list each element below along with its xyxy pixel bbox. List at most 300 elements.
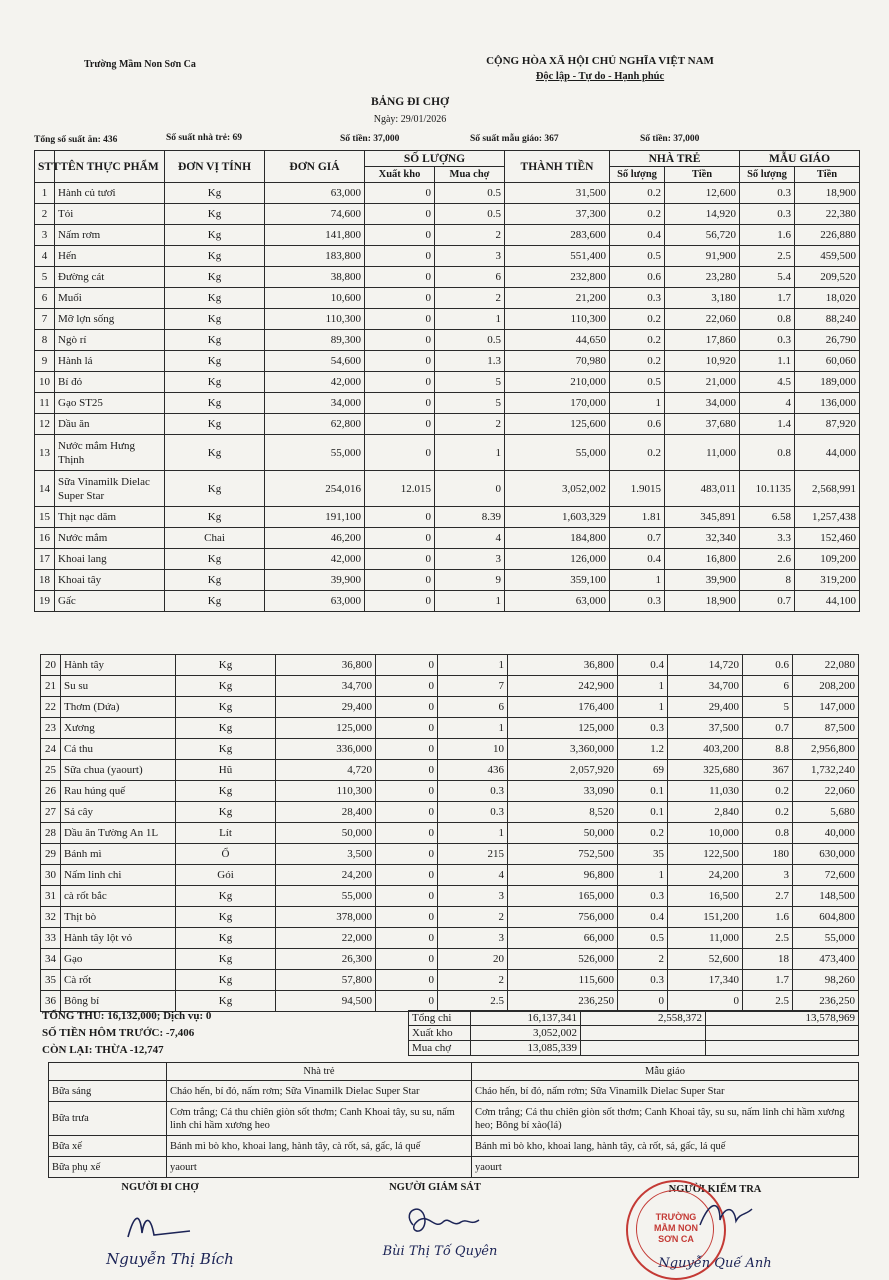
cell-nt-money: 11,030	[668, 781, 743, 802]
cell-name: Thịt nạc dăm	[55, 507, 165, 528]
cell-name: Thịt bò	[61, 907, 176, 928]
cell-name: Hành tây lột vỏ	[61, 928, 176, 949]
cell-nt-money: 11,000	[668, 928, 743, 949]
table-row	[35, 471, 860, 507]
cell-unit: Kg	[165, 309, 265, 330]
cell-nt-qty: 1.9015	[610, 471, 665, 507]
table-row	[35, 435, 860, 471]
cell-nt-money: 52,600	[668, 949, 743, 970]
cell-buy: 6	[438, 697, 508, 718]
nt-money: Số tiền: 37,000	[340, 134, 400, 144]
meal-mg: yaourt	[472, 1157, 859, 1178]
cell-buy: 3	[435, 246, 505, 267]
cell-mg-qty: 367	[743, 760, 793, 781]
cell-mg-money: 189,000	[795, 372, 860, 393]
cell-stock: 0	[376, 739, 438, 760]
cell-name: Khoai tây	[55, 570, 165, 591]
cell-nt-qty: 0.4	[618, 907, 668, 928]
cell-unit: Kg	[165, 267, 265, 288]
cell-buy: 2	[435, 288, 505, 309]
meal-mg: Cơm trắng; Cá thu chiên giòn sốt thơm; Canh Khoai tây, su su, nấm linh chi hầm xương heo; Bông bí xào(lá)	[472, 1102, 859, 1136]
cell-mg-qty: 0.7	[743, 718, 793, 739]
cell-stt: 3	[35, 225, 55, 246]
cell-mg-qty: 18	[743, 949, 793, 970]
cell-mg-qty: 0.8	[740, 435, 795, 471]
cell-stock: 0	[376, 823, 438, 844]
cell-name: Dầu ăn Tường An 1L	[61, 823, 176, 844]
table-row	[35, 570, 860, 591]
cell-stt: 28	[41, 823, 61, 844]
cell-nt-qty: 1	[610, 570, 665, 591]
cell-mg-money: 319,200	[795, 570, 860, 591]
mua-cho-label: Mua chợ	[409, 1041, 471, 1056]
cell-stt: 23	[41, 718, 61, 739]
cell-buy: 436	[438, 760, 508, 781]
cell-unit: Kg	[165, 393, 265, 414]
cell-unit: Kg	[176, 676, 276, 697]
cell-price: 36,800	[276, 655, 376, 676]
cell-price: 4,720	[276, 760, 376, 781]
cell-mg-money: 18,900	[795, 183, 860, 204]
cell-mg-money: 98,260	[793, 970, 859, 991]
checker-title: NGƯỜI KIỂM TRA	[668, 1184, 762, 1195]
cell-stock: 0	[365, 507, 435, 528]
cell-name: Dầu ăn	[55, 414, 165, 435]
cell-nt-money: 56,720	[665, 225, 740, 246]
cell-buy: 5	[435, 372, 505, 393]
cell-buy: 1	[438, 718, 508, 739]
col-unit: ĐƠN VỊ TÍNH	[165, 151, 265, 183]
cell-buy: 0.3	[438, 802, 508, 823]
col-buy: Mua chợ	[435, 167, 505, 183]
cell-stock: 0	[365, 267, 435, 288]
cell-nt-qty: 0.3	[618, 970, 668, 991]
cell-nt-qty: 0.6	[610, 414, 665, 435]
cell-nt-qty: 0.2	[610, 351, 665, 372]
cell-nt-qty: 0.2	[610, 309, 665, 330]
cell-buy: 0.5	[435, 183, 505, 204]
doc-title: BẢNG ĐI CHỢ	[371, 96, 449, 108]
buyer-name: Nguyễn Thị Bích	[106, 1250, 234, 1268]
cell-nt-qty: 0.4	[610, 549, 665, 570]
cell-buy: 0.5	[435, 330, 505, 351]
cell-unit: Kg	[176, 781, 276, 802]
cell-stt: 12	[35, 414, 55, 435]
cell-mg-qty: 4	[740, 393, 795, 414]
cell-nt-qty: 0.4	[618, 655, 668, 676]
tong-thu: TỔNG THU: 16,132,000; Dịch vụ: 0	[42, 1010, 212, 1022]
cell-total: 170,000	[505, 393, 610, 414]
cell-nt-qty: 0.5	[610, 372, 665, 393]
cell-mg-money: 459,500	[795, 246, 860, 267]
meal-mg: Cháo hến, bí đỏ, nấm rơm; Sữa Vinamilk Dielac Super Star	[472, 1081, 859, 1102]
cell-mg-qty: 0.8	[743, 823, 793, 844]
cell-stock: 0	[365, 549, 435, 570]
cell-name: Rau húng quế	[61, 781, 176, 802]
cell-stock: 0	[376, 886, 438, 907]
meal-mg-header: Mẫu giáo	[472, 1063, 859, 1081]
cell-price: 55,000	[265, 435, 365, 471]
cell-total: 210,000	[505, 372, 610, 393]
cell-mg-money: 630,000	[793, 844, 859, 865]
cell-total: 36,800	[508, 655, 618, 676]
cell-name: Hành củ tươi	[55, 183, 165, 204]
cell-nt-money: 16,800	[665, 549, 740, 570]
cell-buy: 3	[438, 928, 508, 949]
cell-unit: Chai	[165, 528, 265, 549]
table-row	[41, 865, 859, 886]
cell-stt: 5	[35, 267, 55, 288]
cell-stt: 15	[35, 507, 55, 528]
cell-stt: 8	[35, 330, 55, 351]
cell-stock: 0	[365, 528, 435, 549]
cell-total: 752,500	[508, 844, 618, 865]
cell-nt-qty: 0.4	[610, 225, 665, 246]
cell-price: 57,800	[276, 970, 376, 991]
cell-nt-money: 16,500	[668, 886, 743, 907]
cell-unit: Kg	[176, 928, 276, 949]
cell-total: 526,000	[508, 949, 618, 970]
cell-unit: Kg	[176, 886, 276, 907]
cell-nt-money: 17,340	[668, 970, 743, 991]
table-row	[35, 549, 860, 570]
cell-price: 191,100	[265, 507, 365, 528]
cell-nt-money: 14,720	[668, 655, 743, 676]
cell-mg-money: 87,500	[793, 718, 859, 739]
cell-stock: 0	[376, 844, 438, 865]
cell-name: Nấm rơm	[55, 225, 165, 246]
table-row	[41, 970, 859, 991]
cell-total: 551,400	[505, 246, 610, 267]
cell-nt-qty: 2	[618, 949, 668, 970]
table-row	[35, 393, 860, 414]
cell-price: 55,000	[276, 886, 376, 907]
cell-stock: 0	[376, 907, 438, 928]
cell-nt-money: 18,900	[665, 591, 740, 612]
cell-nt-qty: 69	[618, 760, 668, 781]
cell-unit: Kg	[165, 225, 265, 246]
cell-unit: Kg	[165, 414, 265, 435]
cell-nt-money: 91,900	[665, 246, 740, 267]
meal-mg: Bánh mì bò kho, khoai lang, hành tây, cà rốt, sả, gấc, lá quế	[472, 1136, 859, 1157]
cell-price: 336,000	[276, 739, 376, 760]
cell-nt-qty: 1.81	[610, 507, 665, 528]
cell-stock: 0	[376, 697, 438, 718]
nt-total: 2,558,372	[581, 1011, 706, 1026]
cell-mg-money: 473,400	[793, 949, 859, 970]
cell-mg-money: 2,568,991	[795, 471, 860, 507]
cell-stock: 0	[376, 802, 438, 823]
cell-buy: 2	[435, 414, 505, 435]
cell-nt-money: 122,500	[668, 844, 743, 865]
supervisor-signature	[395, 1200, 485, 1245]
cell-buy: 4	[438, 865, 508, 886]
supervisor-title: NGƯỜI GIÁM SÁT	[389, 1182, 481, 1193]
cell-mg-qty: 1.6	[740, 225, 795, 246]
cell-mg-qty: 5.4	[740, 267, 795, 288]
cell-mg-qty: 0.8	[740, 309, 795, 330]
cell-nt-qty: 0.1	[618, 781, 668, 802]
cell-stt: 18	[35, 570, 55, 591]
mg-total: 13,578,969	[706, 1011, 859, 1026]
cell-stt: 6	[35, 288, 55, 309]
food-table-1	[34, 150, 860, 612]
table-row	[35, 591, 860, 612]
cell-name: Xương	[61, 718, 176, 739]
cell-nt-money: 24,200	[668, 865, 743, 886]
cell-name: Mỡ lợn sống	[55, 309, 165, 330]
cell-stt: 35	[41, 970, 61, 991]
table-row	[41, 718, 859, 739]
cell-mg-money: 44,100	[795, 591, 860, 612]
cell-nt-money: 14,920	[665, 204, 740, 225]
cell-stt: 4	[35, 246, 55, 267]
cell-stt: 33	[41, 928, 61, 949]
cell-nt-money: 483,011	[665, 471, 740, 507]
table-row	[41, 655, 859, 676]
cell-mg-money: 136,000	[795, 393, 860, 414]
cell-mg-money: 147,000	[793, 697, 859, 718]
cell-stock: 0	[376, 865, 438, 886]
cell-nt-money: 17,860	[665, 330, 740, 351]
cell-nt-money: 12,600	[665, 183, 740, 204]
cell-stt: 24	[41, 739, 61, 760]
cell-name: Nước mắm Hưng Thịnh	[55, 435, 165, 471]
cell-mg-qty: 2.5	[743, 928, 793, 949]
cell-buy: 215	[438, 844, 508, 865]
cell-total: 236,250	[508, 991, 618, 1012]
cell-unit: Kg	[165, 204, 265, 225]
cell-mg-money: 236,250	[793, 991, 859, 1012]
cell-buy: 2	[438, 907, 508, 928]
cell-total: 359,100	[505, 570, 610, 591]
cell-stt: 27	[41, 802, 61, 823]
cell-unit: Kg	[165, 471, 265, 507]
cell-unit: Kg	[176, 697, 276, 718]
cell-unit: Kg	[165, 435, 265, 471]
cell-mg-money: 148,500	[793, 886, 859, 907]
meal-label: Bữa xế	[49, 1136, 167, 1157]
cell-price: 62,800	[265, 414, 365, 435]
cell-price: 125,000	[276, 718, 376, 739]
meal-label: Bữa sáng	[49, 1081, 167, 1102]
cell-stt: 14	[35, 471, 55, 507]
cell-mg-qty: 1.7	[743, 970, 793, 991]
xuat-kho-value: 3,052,002	[471, 1026, 581, 1041]
cell-nt-money: 23,280	[665, 267, 740, 288]
cell-mg-money: 2,956,800	[793, 739, 859, 760]
meal-nt-header: Nhà trẻ	[167, 1063, 472, 1081]
cell-name: Thơm (Dứa)	[61, 697, 176, 718]
meal-nt: Cơm trắng; Cá thu chiên giòn sốt thơm; Canh Khoai tây, su su, nấm linh chi hầm xương heo	[167, 1102, 472, 1136]
cell-unit: Gói	[176, 865, 276, 886]
cell-name: Bánh mì	[61, 844, 176, 865]
cell-unit: Kg	[165, 351, 265, 372]
cell-unit: Kg	[176, 655, 276, 676]
cell-mg-money: 208,200	[793, 676, 859, 697]
cell-name: Nấm linh chi	[61, 865, 176, 886]
cell-buy: 6	[435, 267, 505, 288]
cell-name: Hến	[55, 246, 165, 267]
table-row	[41, 928, 859, 949]
so-tien-hom-truoc: SỐ TIỀN HÔM TRƯỚC: -7,406	[42, 1027, 195, 1039]
cell-unit: Kg	[165, 330, 265, 351]
cell-name: Nước mắm	[55, 528, 165, 549]
tong-chi-value: 16,137,341	[471, 1011, 581, 1026]
cell-stock: 0	[365, 414, 435, 435]
cell-mg-qty: 6	[743, 676, 793, 697]
table-row	[41, 781, 859, 802]
buyer-title: NGƯỜI ĐI CHỢ	[121, 1182, 199, 1193]
cell-total: 165,000	[508, 886, 618, 907]
cell-nt-money: 21,000	[665, 372, 740, 393]
cell-buy: 7	[438, 676, 508, 697]
nation-title: CỘNG HÒA XÃ HỘI CHỦ NGHĨA VIỆT NAM	[486, 55, 714, 67]
checker-signature	[690, 1195, 760, 1235]
cell-mg-money: 152,460	[795, 528, 860, 549]
cell-mg-qty: 0.3	[740, 330, 795, 351]
cell-buy: 1	[435, 309, 505, 330]
cell-total: 8,520	[508, 802, 618, 823]
cell-unit: Kg	[165, 372, 265, 393]
cell-price: 34,000	[265, 393, 365, 414]
con-lai: CÒN LẠI: THỪA -12,747	[42, 1044, 164, 1056]
cell-mg-qty: 8	[740, 570, 795, 591]
cell-mg-qty: 0.3	[740, 183, 795, 204]
cell-price: 42,000	[265, 549, 365, 570]
school-name: Trường Mầm Non Sơn Ca	[84, 59, 196, 70]
cell-stock: 0	[365, 204, 435, 225]
cell-stock: 0	[376, 760, 438, 781]
cell-buy: 2	[438, 970, 508, 991]
cell-unit: Ổ	[176, 844, 276, 865]
cell-stock: 0	[365, 393, 435, 414]
cell-nt-qty: 0.1	[618, 802, 668, 823]
cell-nt-money: 345,891	[665, 507, 740, 528]
cell-nt-qty: 0.2	[618, 823, 668, 844]
meal-nt: yaourt	[167, 1157, 472, 1178]
cell-mg-money: 60,060	[795, 351, 860, 372]
cell-nt-qty: 0.3	[618, 718, 668, 739]
cell-total: 31,500	[505, 183, 610, 204]
cell-stock: 0	[376, 676, 438, 697]
cell-total: 3,052,002	[505, 471, 610, 507]
cell-mg-qty: 0.6	[743, 655, 793, 676]
cell-nt-money: 403,200	[668, 739, 743, 760]
cell-name: Bí đỏ	[55, 372, 165, 393]
table-row	[35, 330, 860, 351]
cell-stock: 0	[365, 435, 435, 471]
cell-total: 1,603,329	[505, 507, 610, 528]
table-row	[35, 351, 860, 372]
cell-name: Hành lá	[55, 351, 165, 372]
cell-total: 184,800	[505, 528, 610, 549]
cell-unit: Kg	[176, 949, 276, 970]
meal-nt: Cháo hến, bí đỏ, nấm rơm; Sữa Vinamilk Dielac Super Star	[167, 1081, 472, 1102]
cell-price: 183,800	[265, 246, 365, 267]
cell-price: 22,000	[276, 928, 376, 949]
table-row	[41, 760, 859, 781]
table-row	[35, 225, 860, 246]
table-row	[41, 949, 859, 970]
cell-unit: Lít	[176, 823, 276, 844]
cell-stock: 0	[376, 991, 438, 1012]
cell-unit: Kg	[176, 970, 276, 991]
cell-unit: Kg	[176, 718, 276, 739]
cell-mg-money: 88,240	[795, 309, 860, 330]
cell-name: Gạo ST25	[55, 393, 165, 414]
cell-price: 24,200	[276, 865, 376, 886]
cell-mg-money: 44,000	[795, 435, 860, 471]
cell-mg-qty: 5	[743, 697, 793, 718]
cell-price: 110,300	[265, 309, 365, 330]
cell-mg-money: 18,020	[795, 288, 860, 309]
cell-stt: 22	[41, 697, 61, 718]
cell-name: Muối	[55, 288, 165, 309]
cell-nt-qty: 0.5	[618, 928, 668, 949]
cell-mg-money: 55,000	[793, 928, 859, 949]
cell-price: 3,500	[276, 844, 376, 865]
cell-buy: 9	[435, 570, 505, 591]
cell-stt: 32	[41, 907, 61, 928]
totals-table	[408, 1010, 859, 1056]
cell-mg-money: 26,790	[795, 330, 860, 351]
cell-buy: 2.5	[438, 991, 508, 1012]
cell-stt: 20	[41, 655, 61, 676]
col-nt: NHÀ TRẺ	[610, 151, 740, 167]
cell-total: 33,090	[508, 781, 618, 802]
cell-stock: 0	[376, 781, 438, 802]
cell-mg-qty: 6.58	[740, 507, 795, 528]
table-row	[41, 907, 859, 928]
table-row	[41, 676, 859, 697]
col-stt: STT	[35, 151, 55, 183]
cell-buy: 3	[435, 549, 505, 570]
cell-name: Cà rốt	[61, 970, 176, 991]
cell-mg-qty: 180	[743, 844, 793, 865]
cell-total: 756,000	[508, 907, 618, 928]
tong-chi-label: Tổng chi	[409, 1011, 471, 1026]
cell-nt-qty: 0.3	[610, 591, 665, 612]
cell-total: 232,800	[505, 267, 610, 288]
table-row	[35, 309, 860, 330]
cell-nt-qty: 35	[618, 844, 668, 865]
cell-unit: Kg	[176, 739, 276, 760]
cell-mg-money: 40,000	[793, 823, 859, 844]
cell-stt: 19	[35, 591, 55, 612]
cell-unit: Kg	[165, 288, 265, 309]
cell-total: 21,200	[505, 288, 610, 309]
cell-price: 74,600	[265, 204, 365, 225]
cell-name: Gạo	[61, 949, 176, 970]
cell-buy: 1.3	[435, 351, 505, 372]
cell-total: 44,650	[505, 330, 610, 351]
doc-date: Ngày: 29/01/2026	[373, 114, 447, 125]
cell-stock: 0	[365, 591, 435, 612]
cell-price: 39,900	[265, 570, 365, 591]
cell-buy: 5	[435, 393, 505, 414]
table-row	[41, 844, 859, 865]
cell-stt: 29	[41, 844, 61, 865]
cell-nt-qty: 0.3	[610, 288, 665, 309]
cell-name: Ngò rí	[55, 330, 165, 351]
col-nt-qty: Số lượng	[610, 167, 665, 183]
cell-stt: 17	[35, 549, 55, 570]
cell-nt-qty: 0.6	[610, 267, 665, 288]
cell-mg-qty: 1.7	[740, 288, 795, 309]
cell-price: 38,800	[265, 267, 365, 288]
cell-stt: 34	[41, 949, 61, 970]
